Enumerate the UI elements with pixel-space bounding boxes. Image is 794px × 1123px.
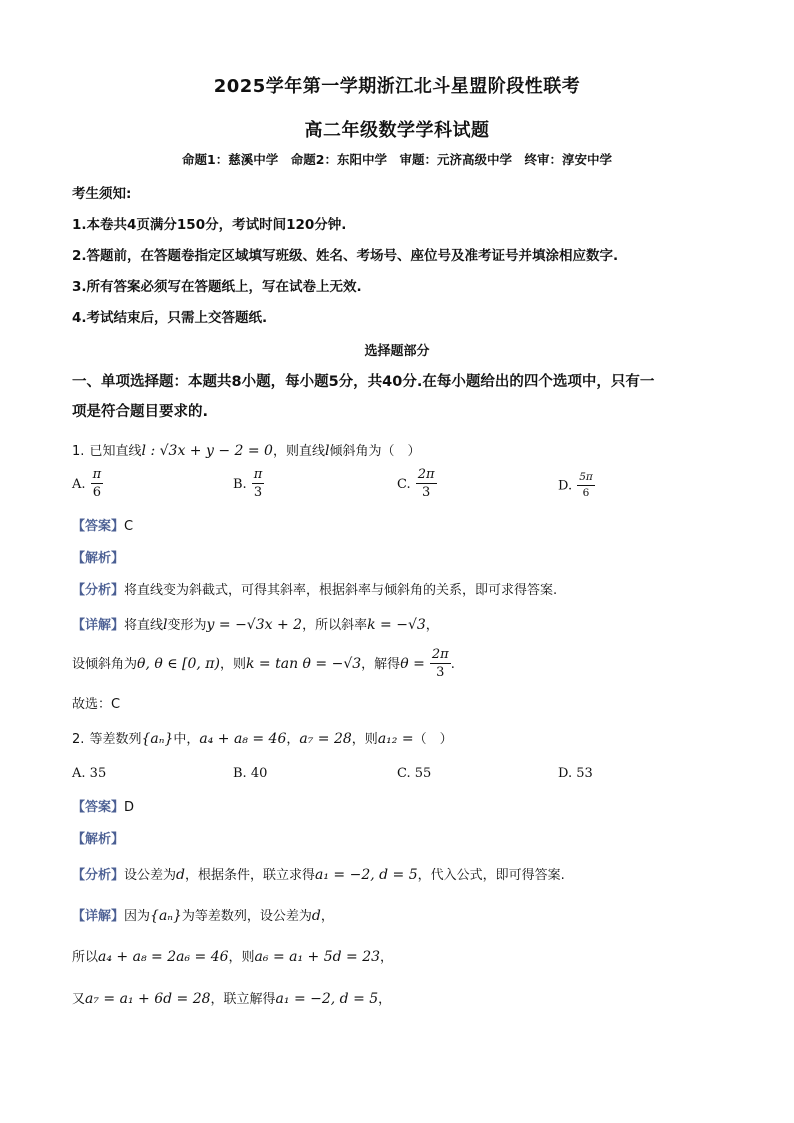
option-label: D.	[558, 478, 573, 494]
option-label: B.	[233, 477, 247, 492]
q1-detail: 【详解】将直线l变形为y = −√3x + 2，所以斜率k = −√3，	[72, 617, 439, 633]
fraction: $\frac{2\pi}{3}$	[417, 467, 435, 500]
notice-heading: 考生须知:	[72, 186, 132, 202]
fraction: $\frac{\pi}{3}$	[253, 467, 263, 500]
answer-value: D	[124, 800, 135, 815]
paper-title: 2025学年第一学期浙江北斗星盟阶段性联考	[213, 76, 581, 97]
detail-tag: 【详解】	[72, 909, 125, 924]
fraction: $\frac{2\pi}{3}$	[431, 647, 449, 680]
q1-option-a	[72, 468, 103, 499]
q1-stem-post: ，则直线	[272, 444, 325, 459]
q1-option-c	[397, 468, 437, 499]
explanation-tag: 【解析】	[72, 551, 125, 566]
q1-number: 1.	[72, 444, 85, 459]
notice-item: 1.本卷共4页满分150分，考试时间120分钟.	[72, 217, 347, 233]
explanation-tag: 【解析】	[72, 832, 125, 847]
answer-value: C	[124, 519, 134, 534]
notice-item: 2.答题前，在答题卷指定区域填写班级、姓名、考场号、座位号及准考证号并填涂相应数字.	[72, 248, 619, 264]
option-label: C.	[397, 477, 411, 492]
q1-stem-pre: 已知直线	[89, 444, 142, 459]
q1-stem	[72, 440, 420, 459]
q1-answer	[72, 515, 133, 534]
q2-option-d: D. 53	[558, 766, 593, 781]
q2-detail-line2: 所以a₄ + a₈ = 2a₆ = 46，则a₆ = a₁ + 5d = 23，	[72, 949, 394, 965]
q2-explanation	[72, 828, 124, 847]
q2-answer	[72, 796, 134, 815]
answer-tag: 【答案】	[72, 519, 125, 534]
analysis-text: 将直线变为斜截式，可得其斜率，根据斜率与倾斜角的关系，即可求得答案.	[124, 583, 558, 598]
q2-option-c: C. 55	[397, 766, 432, 781]
section-instruction: 一、单项选择题：本题共8小题，每小题5分，共40分.在每小题给出的四个选项中，只有一	[72, 374, 655, 390]
q1-analysis	[72, 579, 557, 598]
analysis-tag: 【分析】	[72, 868, 125, 883]
fraction: $\frac{\pi}{6}$	[92, 467, 102, 500]
q2-option-a: A. 35	[72, 766, 107, 781]
q1-explanation	[72, 547, 124, 566]
q1-option-b	[233, 468, 264, 499]
committee-info: 命题1：慈溪中学 命题2：东阳中学 审题：元济高级中学 终审：淳安中学	[182, 152, 612, 167]
q2-analysis: 【分析】设公差为d，根据条件，联立求得a₁ = −2, d = 5，代入公式，即可得答案.	[72, 867, 565, 883]
analysis-tag: 【分析】	[72, 583, 125, 598]
section-title: 选择题部分	[364, 344, 430, 359]
q1-line-var: l	[324, 443, 330, 459]
notice-item: 3.所有答案必须写在答题纸上，写在试卷上无效.	[72, 279, 362, 295]
option-label: A.	[72, 477, 86, 492]
q1-stem-end: 倾斜角为（ ）	[329, 444, 421, 459]
q1-detail-line2: 设倾斜角为θ, θ ∈ [0, π)，则k = tan θ = −√3，解得θ = $\frac{2\pi}{3}$ .	[72, 647, 455, 680]
q2-number: 2.	[72, 732, 85, 747]
answer-tag: 【答案】	[72, 800, 125, 815]
notice-item: 4.考试结束后，只需上交答题纸.	[72, 310, 268, 326]
q2-stem: 2. 等差数列{aₙ}中，a₄ + a₈ = 46，a₇ = 28，则a₁₂ =（ ）	[72, 731, 453, 747]
paper-subtitle: 高二年级数学学科试题	[304, 120, 490, 141]
detail-tag: 【详解】	[72, 618, 125, 633]
q1-equation: l : √3x + y − 2 = 0	[141, 443, 273, 459]
q2-detail-line3: 又a₇ = a₁ + 6d = 28，联立解得a₁ = −2, d = 5，	[72, 991, 392, 1007]
q1-option-d	[558, 472, 595, 498]
section-instruction-cont: 项是符合题目要求的.	[72, 404, 209, 420]
q1-conclusion: 故选：C	[72, 697, 121, 712]
q2-option-b: B. 40	[233, 766, 268, 781]
q2-detail: 【详解】因为{aₙ}为等差数列，设公差为d，	[72, 908, 334, 924]
fraction: $\frac{5\pi}{6}$	[579, 471, 593, 499]
